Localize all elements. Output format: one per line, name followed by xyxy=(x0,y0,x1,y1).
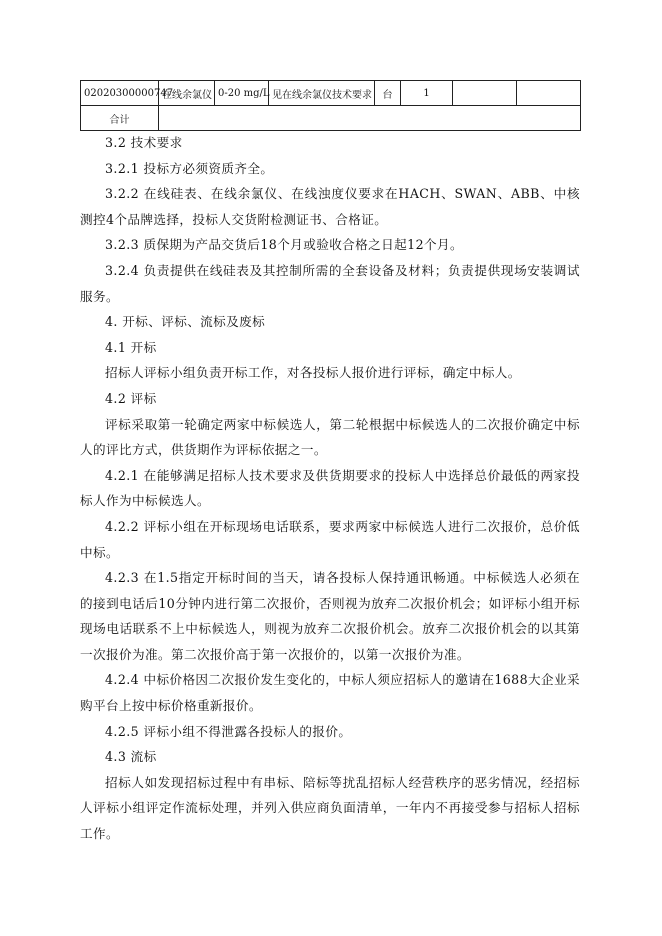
heading-4-1: 4.1 开标 xyxy=(105,339,157,355)
equipment-table xyxy=(80,80,581,131)
paragraph-3-2-3: 3.2.3 质保期为产品交货后18个月或验收合格之日起12个月。 xyxy=(105,237,463,253)
table-total-row xyxy=(81,106,581,131)
heading-3-2: 3.2 技术要求 xyxy=(105,135,183,150)
paragraph-4-2-1: 4.2.1 在能够满足招标人技术要求及供货期要求的投标人中选择总价最低的两家投标人作为中标候选人。 xyxy=(80,467,580,509)
heading-4-2: 4.2 评标 xyxy=(105,390,157,406)
table-total-label: 合计 xyxy=(81,106,159,131)
table-total-value xyxy=(159,106,581,131)
paragraph-4-1: 招标人评标小组负责开标工作，对各投标人报价进行评标，确定中标人。 xyxy=(105,365,521,381)
table-cell-quantity: 1 xyxy=(401,81,453,106)
document-body xyxy=(80,130,580,847)
paragraph-4-2-3: 4.2.3 在1.5指定开标时间的当天，请各投标人保持通讯畅通。中标候选人必须在的接到电话后10分钟内进行第二次报价，否则视为放弃二次报价机会；如评标小组开标现场电话联系不上中标候选人，则视为放弃二次报价机会。放弃二次报价机会的以其第一次报价为准。第二次报价高于第一次报价的，以第一次报价为准。 xyxy=(80,570,580,662)
table-cell-name: 在线余氯仪 xyxy=(159,81,215,106)
paragraph-4-2-4: 4.2.4 中标价格因二次报价发生变化的，中标人须应招标人的邀请在1688大企业采购平台上按中标价格重新报价。 xyxy=(80,672,580,714)
paragraph-3-2-2: 3.2.2 在线硅表、在线余氯仪、在线浊度仪要求在HACH、SWAN、ABB、中核测控4个品牌选择，投标人交货附检测证书、合格证。 xyxy=(80,186,580,227)
paragraph-4-3: 招标人如发现招标过程中有串标、陪标等扰乱招标人经营秩序的恶劣情况，经招标人评标小组评定作流标处理，并列入供应商负面清单，一年内不再接受参与招标人招标工作。 xyxy=(80,774,580,842)
table-cell-range: 0-20 mg/L xyxy=(215,81,269,106)
table-cell-empty xyxy=(517,81,581,106)
paragraph-3-2-4: 3.2.4 负责提供在线硅表及其控制所需的全套设备及材料；负责提供现场安装调试服务。 xyxy=(80,262,580,304)
table-cell-requirement: 见在线余氯仪技术要求 xyxy=(269,81,375,106)
heading-4: 4. 开标、评标、流标及废标 xyxy=(105,314,266,330)
table-cell-unit: 台 xyxy=(375,81,401,106)
table-cell-empty xyxy=(453,81,517,106)
paragraph-4-2-5: 4.2.5 评标小组不得泄露各投标人的报价。 xyxy=(105,723,352,739)
paragraph-3-2-1: 3.2.1 投标方必须资质齐全。 xyxy=(105,160,274,176)
table-row xyxy=(81,81,581,106)
paragraph-4-2: 评标采取第一轮确定两家中标候选人，第二轮根据中标候选人的二次报价确定中标人的评比方式，供货期作为评标依据之一。 xyxy=(80,416,580,458)
table-cell-code: 02020300000747 xyxy=(81,81,159,106)
paragraph-4-2-2: 4.2.2 评标小组在开标现场电话联系，要求两家中标候选人进行二次报价，总价低中标。 xyxy=(80,518,580,560)
heading-4-3: 4.3 流标 xyxy=(105,749,157,765)
